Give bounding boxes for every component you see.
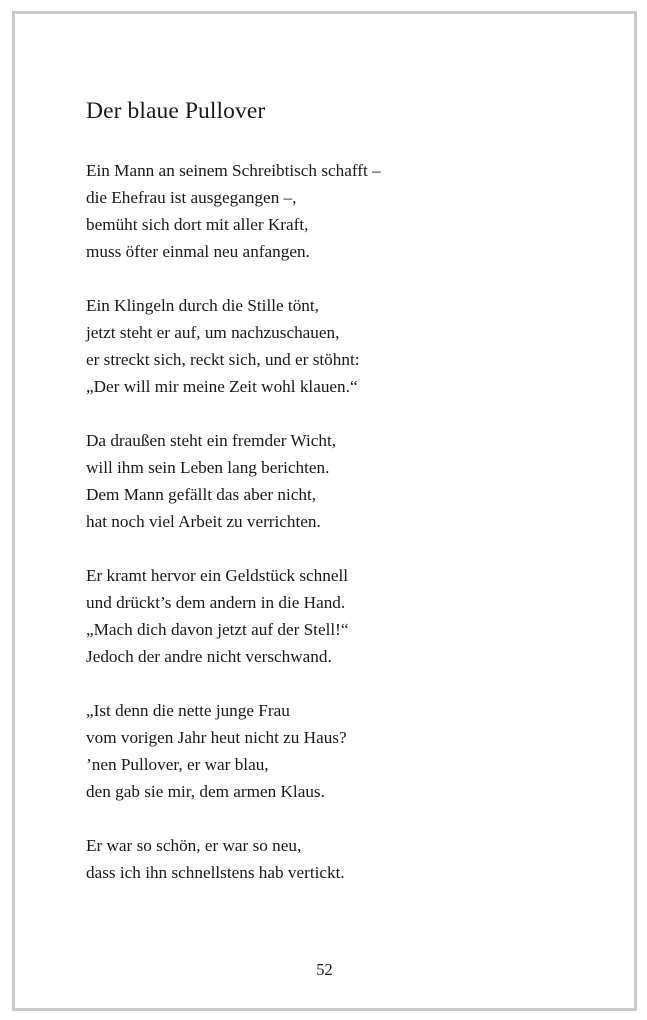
verse-line: und drückt’s dem andern in die Hand.	[86, 593, 346, 612]
verse-line: bemüht sich dort mit aller Kraft,	[86, 215, 309, 234]
stanza-5	[86, 697, 606, 805]
verse-line: Ein Klingeln durch die Stille tönt,	[86, 296, 319, 315]
verse-line: vom vorigen Jahr heut nicht zu Haus?	[86, 728, 347, 747]
verse-line: ’nen Pullover, er war blau,	[86, 755, 269, 774]
stanza-1	[86, 157, 606, 265]
verse-line: er streckt sich, reckt sich, und er stöhnt:	[86, 350, 360, 369]
page-number: 52	[316, 960, 333, 979]
verse-line: jetzt steht er auf, um nachzuschauen,	[86, 323, 340, 342]
poem-title: Der blaue Pullover	[86, 98, 266, 124]
verse-line: Er kramt hervor ein Geldstück schnell	[86, 566, 349, 585]
verse-line: muss öfter einmal neu anfangen.	[86, 242, 310, 261]
verse-line: den gab sie mir, dem armen Klaus.	[86, 782, 325, 801]
verse-line: Ein Mann an seinem Schreibtisch schafft –	[86, 161, 381, 180]
verse-line: will ihm sein Leben lang berichten.	[86, 458, 330, 477]
verse-line: „Mach dich davon jetzt auf der Stell!“	[86, 620, 349, 639]
verse-line: „Ist denn die nette junge Frau	[86, 701, 290, 720]
stanza-6	[86, 832, 606, 886]
verse-line: Da draußen steht ein fremder Wicht,	[86, 431, 337, 450]
verse-line: hat noch viel Arbeit zu verrichten.	[86, 512, 321, 531]
verse-line: Dem Mann gefällt das aber nicht,	[86, 485, 317, 504]
verse-line: dass ich ihn schnellstens hab vertickt.	[86, 863, 345, 882]
poem-body	[86, 157, 606, 913]
stanza-2	[86, 292, 606, 400]
verse-line: Er war so schön, er war so neu,	[86, 836, 302, 855]
stanza-3	[86, 427, 606, 535]
stanza-4	[86, 562, 606, 670]
verse-line: „Der will mir meine Zeit wohl klauen.“	[86, 377, 358, 396]
verse-line: die Ehefrau ist ausgegangen –,	[86, 188, 297, 207]
verse-line: Jedoch der andre nicht verschwand.	[86, 647, 332, 666]
book-page	[12, 11, 637, 1011]
